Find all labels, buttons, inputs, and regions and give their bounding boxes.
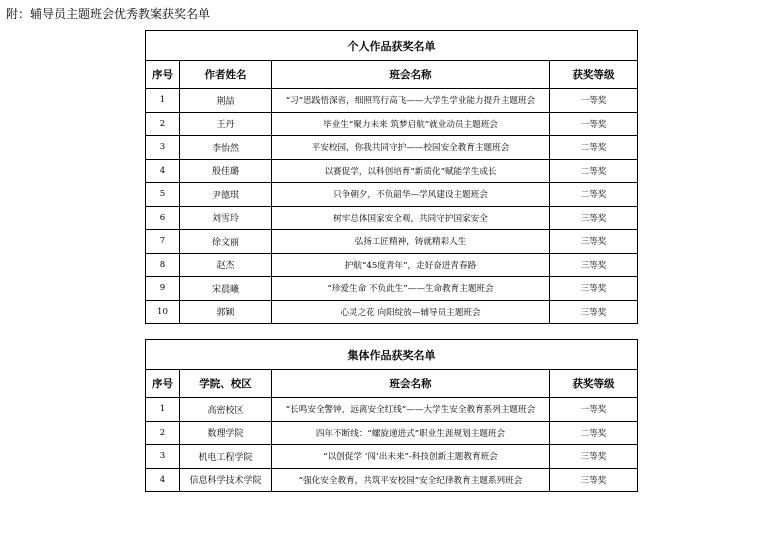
award-level: 二等奖 — [550, 159, 638, 183]
column-header-level: 获奖等级 — [550, 370, 638, 398]
column-header-college: 学院、校区 — [180, 370, 272, 398]
table-row — [146, 253, 638, 277]
class-meeting-topic: “强化安全教育，共筑平安校园”安全纪律教育主题系列班会 — [272, 468, 550, 492]
row-number: 1 — [146, 89, 180, 113]
class-meeting-topic: 树牢总体国家安全观，共同守护国家安全 — [272, 206, 550, 230]
award-level: 三等奖 — [550, 253, 638, 277]
table-row — [146, 136, 638, 160]
row-number: 9 — [146, 277, 180, 301]
column-header-number: 序号 — [146, 61, 180, 89]
class-meeting-topic: “习”思践悟深省，细照笃行高飞——大学生学业能力提升主题班会 — [272, 89, 550, 113]
column-header-topic: 班会名称 — [272, 61, 550, 89]
row-number: 1 — [146, 398, 180, 422]
author-name: 尹德琪 — [180, 183, 272, 207]
table-row — [146, 468, 638, 492]
class-meeting-topic: 毕业生“聚力未来 筑梦启航”就业动员主题班会 — [272, 112, 550, 136]
college-name: 数理学院 — [180, 421, 272, 445]
class-meeting-topic: 护航“45度青年”，走好奋进青春路 — [272, 253, 550, 277]
award-level: 三等奖 — [550, 206, 638, 230]
column-header-level: 获奖等级 — [550, 61, 638, 89]
table-row — [146, 112, 638, 136]
table-row — [146, 277, 638, 301]
page-header: 附：辅导员主题班会优秀教案获奖名单 — [6, 7, 211, 21]
award-level: 一等奖 — [550, 112, 638, 136]
column-header-topic: 班会名称 — [272, 370, 550, 398]
award-level: 一等奖 — [550, 89, 638, 113]
author-name: 刘雪玲 — [180, 206, 272, 230]
row-number: 8 — [146, 253, 180, 277]
award-level: 二等奖 — [550, 421, 638, 445]
table-row — [146, 398, 638, 422]
row-number: 7 — [146, 230, 180, 254]
author-name: 赵杰 — [180, 253, 272, 277]
row-number: 6 — [146, 206, 180, 230]
award-level: 三等奖 — [550, 445, 638, 469]
award-level: 二等奖 — [550, 136, 638, 160]
table-title: 个人作品获奖名单 — [146, 31, 638, 61]
row-number: 3 — [146, 136, 180, 160]
award-level: 一等奖 — [550, 398, 638, 422]
award-level: 三等奖 — [550, 277, 638, 301]
author-name: 殷佳璐 — [180, 159, 272, 183]
author-name: 李怡然 — [180, 136, 272, 160]
class-meeting-topic: 以赛促学，以科创培育“新质化”赋能学生成长 — [272, 159, 550, 183]
author-name: 郭颖 — [180, 300, 272, 324]
author-name: 荆喆 — [180, 89, 272, 113]
row-number: 2 — [146, 421, 180, 445]
class-meeting-topic: “长鸣安全警钟，远离安全红线”——大学生安全教育系列主题班会 — [272, 398, 550, 422]
class-meeting-topic: 心灵之花 向阳绽放—辅导员主题班会 — [272, 300, 550, 324]
author-name: 宋晨曦 — [180, 277, 272, 301]
author-name: 王丹 — [180, 112, 272, 136]
table-row — [146, 230, 638, 254]
class-meeting-topic: “珍爱生命 不负此生”——生命教育主题班会 — [272, 277, 550, 301]
award-level: 三等奖 — [550, 468, 638, 492]
college-name: 高密校区 — [180, 398, 272, 422]
table-row — [146, 445, 638, 469]
individual-awards-table — [145, 30, 638, 324]
author-name: 徐文丽 — [180, 230, 272, 254]
row-number: 10 — [146, 300, 180, 324]
class-meeting-topic: 弘扬工匠精神，铸就精彩人生 — [272, 230, 550, 254]
table-row — [146, 89, 638, 113]
column-header-author: 作者姓名 — [180, 61, 272, 89]
row-number: 2 — [146, 112, 180, 136]
class-meeting-topic: 四年不断线：“螺旋递进式”职业生涯规划主题班会 — [272, 421, 550, 445]
row-number: 5 — [146, 183, 180, 207]
table-row — [146, 421, 638, 445]
table-row — [146, 300, 638, 324]
row-number: 3 — [146, 445, 180, 469]
class-meeting-topic: “以创促学 ‘闯’出未来”-科技创新主题教育班会 — [272, 445, 550, 469]
award-level: 二等奖 — [550, 183, 638, 207]
table-row — [146, 183, 638, 207]
award-level: 三等奖 — [550, 230, 638, 254]
collective-awards-table — [145, 339, 638, 492]
column-header-number: 序号 — [146, 370, 180, 398]
row-number: 4 — [146, 468, 180, 492]
award-level: 三等奖 — [550, 300, 638, 324]
class-meeting-topic: 平安校园，你我共同守护——校园安全教育主题班会 — [272, 136, 550, 160]
table-row — [146, 206, 638, 230]
table-title: 集体作品获奖名单 — [146, 340, 638, 370]
row-number: 4 — [146, 159, 180, 183]
college-name: 机电工程学院 — [180, 445, 272, 469]
college-name: 信息科学技术学院 — [180, 468, 272, 492]
class-meeting-topic: 只争朝夕，不负韶华—学风建设主题班会 — [272, 183, 550, 207]
table-row — [146, 159, 638, 183]
